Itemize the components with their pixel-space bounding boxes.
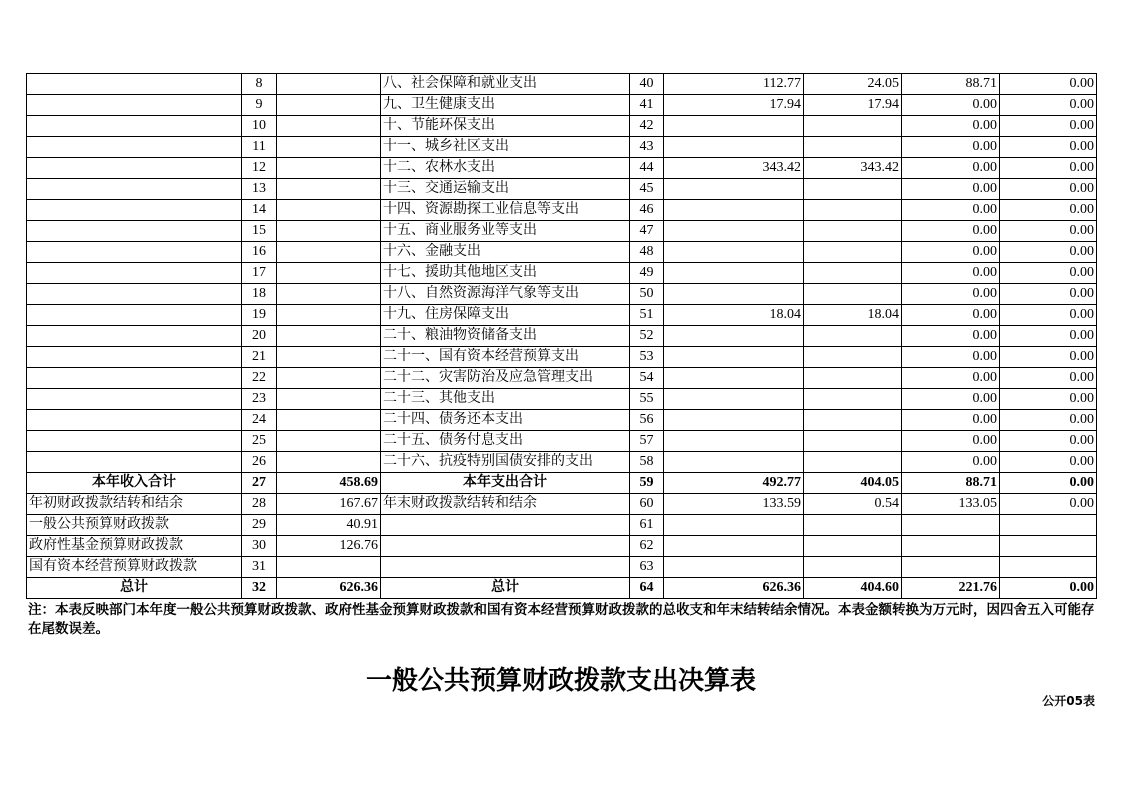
project-expense-cell: 0.00 <box>902 221 1000 242</box>
next-table-title: 一般公共预算财政拨款支出决算表 <box>365 666 756 696</box>
expense-total-cell <box>664 368 804 389</box>
basic-expense-cell <box>804 431 902 452</box>
expense-item-cell: 十七、援助其他地区支出 <box>381 263 630 284</box>
income-amount-cell: 40.91 <box>277 515 381 536</box>
expense-item-cell: 十九、住房保障支出 <box>381 305 630 326</box>
income-amount-cell <box>277 137 381 158</box>
project-expense-cell: 0.00 <box>902 431 1000 452</box>
expense-item-cell: 十六、金融支出 <box>381 242 630 263</box>
income-amount-cell <box>277 74 381 95</box>
income-item-cell <box>27 137 242 158</box>
income-line-number-cell: 11 <box>242 137 277 158</box>
project-expense-cell: 88.71 <box>902 74 1000 95</box>
table-row <box>27 473 1097 494</box>
expense-total-cell: 18.04 <box>664 305 804 326</box>
table-row <box>27 179 1097 200</box>
income-line-number-cell: 10 <box>242 116 277 137</box>
income-item-cell: 本年收入合计 <box>27 473 242 494</box>
income-amount-cell <box>277 116 381 137</box>
table-row <box>27 494 1097 515</box>
expense-total-cell <box>664 200 804 221</box>
table-row <box>27 326 1097 347</box>
expense-total-cell <box>664 284 804 305</box>
expense-item-cell: 十一、城乡社区支出 <box>381 137 630 158</box>
expense-total-cell: 17.94 <box>664 95 804 116</box>
basic-expense-cell <box>804 515 902 536</box>
expense-line-number-cell: 60 <box>630 494 664 515</box>
income-item-cell <box>27 179 242 200</box>
expense-total-cell <box>664 347 804 368</box>
project-expense-cell: 0.00 <box>902 200 1000 221</box>
basic-expense-cell <box>804 326 902 347</box>
basic-expense-cell <box>804 368 902 389</box>
expense-total-cell <box>664 452 804 473</box>
project-expense-cell: 0.00 <box>902 137 1000 158</box>
other-expense-cell: 0.00 <box>1000 74 1097 95</box>
income-line-number-cell: 24 <box>242 410 277 431</box>
income-item-cell <box>27 242 242 263</box>
income-amount-cell <box>277 326 381 347</box>
income-line-number-cell: 22 <box>242 368 277 389</box>
expense-line-number-cell: 46 <box>630 200 664 221</box>
other-expense-cell: 0.00 <box>1000 95 1097 116</box>
expense-line-number-cell: 62 <box>630 536 664 557</box>
expense-line-number-cell: 54 <box>630 368 664 389</box>
income-line-number-cell: 18 <box>242 284 277 305</box>
income-amount-cell <box>277 557 381 578</box>
income-line-number-cell: 27 <box>242 473 277 494</box>
expense-item-cell: 二十三、其他支出 <box>381 389 630 410</box>
expense-total-cell <box>664 557 804 578</box>
expense-line-number-cell: 41 <box>630 95 664 116</box>
other-expense-cell: 0.00 <box>1000 431 1097 452</box>
income-item-cell <box>27 158 242 179</box>
income-line-number-cell: 32 <box>242 578 277 599</box>
table-row <box>27 515 1097 536</box>
expense-line-number-cell: 64 <box>630 578 664 599</box>
expense-line-number-cell: 58 <box>630 452 664 473</box>
basic-expense-cell <box>804 221 902 242</box>
table-row <box>27 389 1097 410</box>
expense-item-cell: 二十一、国有资本经营预算支出 <box>381 347 630 368</box>
basic-expense-cell: 24.05 <box>804 74 902 95</box>
expense-total-cell: 133.59 <box>664 494 804 515</box>
basic-expense-cell: 343.42 <box>804 158 902 179</box>
income-amount-cell <box>277 200 381 221</box>
table-row <box>27 158 1097 179</box>
income-item-cell <box>27 326 242 347</box>
income-amount-cell <box>277 431 381 452</box>
expense-line-number-cell: 63 <box>630 557 664 578</box>
expense-total-cell <box>664 515 804 536</box>
income-line-number-cell: 30 <box>242 536 277 557</box>
other-expense-cell: 0.00 <box>1000 305 1097 326</box>
income-line-number-cell: 17 <box>242 263 277 284</box>
other-expense-cell: 0.00 <box>1000 200 1097 221</box>
income-item-cell: 政府性基金预算财政拨款 <box>27 536 242 557</box>
expense-line-number-cell: 59 <box>630 473 664 494</box>
basic-expense-cell <box>804 179 902 200</box>
income-amount-cell <box>277 221 381 242</box>
expense-item-cell: 二十二、灾害防治及应急管理支出 <box>381 368 630 389</box>
expense-item-cell: 总计 <box>381 578 630 599</box>
expense-line-number-cell: 45 <box>630 179 664 200</box>
other-expense-cell <box>1000 536 1097 557</box>
expense-total-cell <box>664 263 804 284</box>
expense-line-number-cell: 57 <box>630 431 664 452</box>
expense-total-cell <box>664 116 804 137</box>
income-item-cell: 一般公共预算财政拨款 <box>27 515 242 536</box>
basic-expense-cell <box>804 263 902 284</box>
income-line-number-cell: 20 <box>242 326 277 347</box>
table-row <box>27 263 1097 284</box>
basic-expense-cell <box>804 389 902 410</box>
project-expense-cell: 221.76 <box>902 578 1000 599</box>
other-expense-cell: 0.00 <box>1000 137 1097 158</box>
basic-expense-cell <box>804 200 902 221</box>
expense-item-cell: 二十五、债务付息支出 <box>381 431 630 452</box>
table-row <box>27 557 1097 578</box>
expense-line-number-cell: 52 <box>630 326 664 347</box>
project-expense-cell: 0.00 <box>902 326 1000 347</box>
table-row <box>27 242 1097 263</box>
table-row <box>27 116 1097 137</box>
income-line-number-cell: 16 <box>242 242 277 263</box>
income-amount-cell <box>277 95 381 116</box>
basic-expense-cell: 18.04 <box>804 305 902 326</box>
table-row <box>27 74 1097 95</box>
other-expense-cell: 0.00 <box>1000 347 1097 368</box>
other-expense-cell <box>1000 515 1097 536</box>
expense-total-cell <box>664 410 804 431</box>
other-expense-cell: 0.00 <box>1000 494 1097 515</box>
expense-line-number-cell: 56 <box>630 410 664 431</box>
expense-line-number-cell: 53 <box>630 347 664 368</box>
expense-total-cell: 112.77 <box>664 74 804 95</box>
income-item-cell <box>27 116 242 137</box>
expense-total-cell: 492.77 <box>664 473 804 494</box>
project-expense-cell: 0.00 <box>902 368 1000 389</box>
income-line-number-cell: 21 <box>242 347 277 368</box>
income-line-number-cell: 25 <box>242 431 277 452</box>
other-expense-cell: 0.00 <box>1000 368 1097 389</box>
income-line-number-cell: 8 <box>242 74 277 95</box>
expense-item-cell: 二十、粮油物资储备支出 <box>381 326 630 347</box>
table-row <box>27 452 1097 473</box>
project-expense-cell <box>902 515 1000 536</box>
income-item-cell <box>27 263 242 284</box>
income-amount-cell: 126.76 <box>277 536 381 557</box>
income-line-number-cell: 19 <box>242 305 277 326</box>
project-expense-cell: 0.00 <box>902 305 1000 326</box>
basic-expense-cell <box>804 284 902 305</box>
expense-item-cell <box>381 536 630 557</box>
income-item-cell: 国有资本经营预算财政拨款 <box>27 557 242 578</box>
basic-expense-cell <box>804 452 902 473</box>
income-amount-cell <box>277 263 381 284</box>
income-item-cell <box>27 452 242 473</box>
income-item-cell <box>27 74 242 95</box>
income-item-cell <box>27 347 242 368</box>
expense-line-number-cell: 48 <box>630 242 664 263</box>
other-expense-cell: 0.00 <box>1000 242 1097 263</box>
basic-expense-cell <box>804 116 902 137</box>
other-expense-cell: 0.00 <box>1000 578 1097 599</box>
basic-expense-cell <box>804 536 902 557</box>
expense-item-cell: 十八、自然资源海洋气象等支出 <box>381 284 630 305</box>
income-item-cell <box>27 95 242 116</box>
expense-line-number-cell: 42 <box>630 116 664 137</box>
income-amount-cell <box>277 179 381 200</box>
income-item-cell <box>27 200 242 221</box>
expense-item-cell: 本年支出合计 <box>381 473 630 494</box>
expense-total-cell <box>664 221 804 242</box>
project-expense-cell: 88.71 <box>902 473 1000 494</box>
income-item-cell <box>27 305 242 326</box>
income-item-cell: 年初财政拨款结转和结余 <box>27 494 242 515</box>
basic-expense-cell <box>804 347 902 368</box>
expense-item-cell: 十二、农林水支出 <box>381 158 630 179</box>
expense-line-number-cell: 61 <box>630 515 664 536</box>
table-row <box>27 431 1097 452</box>
table-row <box>27 578 1097 599</box>
other-expense-cell: 0.00 <box>1000 452 1097 473</box>
income-amount-cell <box>277 305 381 326</box>
project-expense-cell: 0.00 <box>902 116 1000 137</box>
expense-line-number-cell: 49 <box>630 263 664 284</box>
expense-line-number-cell: 51 <box>630 305 664 326</box>
income-line-number-cell: 29 <box>242 515 277 536</box>
project-expense-cell: 0.00 <box>902 242 1000 263</box>
income-amount-cell <box>277 284 381 305</box>
expense-item-cell: 十三、交通运输支出 <box>381 179 630 200</box>
other-expense-cell: 0.00 <box>1000 116 1097 137</box>
income-item-cell <box>27 431 242 452</box>
income-amount-cell <box>277 389 381 410</box>
table-row <box>27 410 1097 431</box>
project-expense-cell: 0.00 <box>902 95 1000 116</box>
income-line-number-cell: 9 <box>242 95 277 116</box>
expense-total-cell <box>664 326 804 347</box>
income-item-cell <box>27 389 242 410</box>
income-line-number-cell: 14 <box>242 200 277 221</box>
income-line-number-cell: 23 <box>242 389 277 410</box>
income-line-number-cell: 12 <box>242 158 277 179</box>
expense-item-cell: 十、节能环保支出 <box>381 116 630 137</box>
other-expense-cell: 0.00 <box>1000 263 1097 284</box>
expense-total-cell: 343.42 <box>664 158 804 179</box>
income-line-number-cell: 15 <box>242 221 277 242</box>
income-item-cell <box>27 221 242 242</box>
income-amount-cell <box>277 347 381 368</box>
expense-total-cell <box>664 137 804 158</box>
table-row <box>27 347 1097 368</box>
expense-line-number-cell: 47 <box>630 221 664 242</box>
expense-item-cell: 二十六、抗疫特别国债安排的支出 <box>381 452 630 473</box>
other-expense-cell: 0.00 <box>1000 473 1097 494</box>
other-expense-cell: 0.00 <box>1000 221 1097 242</box>
expense-total-cell <box>664 536 804 557</box>
other-expense-cell: 0.00 <box>1000 410 1097 431</box>
other-expense-cell: 0.00 <box>1000 284 1097 305</box>
income-item-cell: 总计 <box>27 578 242 599</box>
table-row <box>27 305 1097 326</box>
income-line-number-cell: 31 <box>242 557 277 578</box>
other-expense-cell: 0.00 <box>1000 326 1097 347</box>
expense-item-cell: 十五、商业服务业等支出 <box>381 221 630 242</box>
project-expense-cell: 0.00 <box>902 347 1000 368</box>
expense-item-cell: 八、社会保障和就业支出 <box>381 74 630 95</box>
income-amount-cell <box>277 368 381 389</box>
income-line-number-cell: 13 <box>242 179 277 200</box>
income-item-cell <box>27 368 242 389</box>
project-expense-cell: 0.00 <box>902 410 1000 431</box>
income-amount-cell <box>277 158 381 179</box>
project-expense-cell <box>902 557 1000 578</box>
basic-expense-cell <box>804 410 902 431</box>
table-row <box>27 200 1097 221</box>
table-row <box>27 368 1097 389</box>
expense-line-number-cell: 44 <box>630 158 664 179</box>
basic-expense-cell <box>804 242 902 263</box>
expense-line-number-cell: 55 <box>630 389 664 410</box>
project-expense-cell: 0.00 <box>902 389 1000 410</box>
table-row <box>27 536 1097 557</box>
income-line-number-cell: 28 <box>242 494 277 515</box>
income-amount-cell <box>277 452 381 473</box>
income-amount-cell: 167.67 <box>277 494 381 515</box>
project-expense-cell: 0.00 <box>902 263 1000 284</box>
table-note: 注：本表反映部门本年度一般公共预算财政拨款、政府性基金预算财政拨款和国有资本经营预算财政拨款的总收支和年末结转结余情况。本表金额转换为万元时，因四舍五入可能存在尾数误差。 <box>28 602 1095 637</box>
expense-total-cell <box>664 389 804 410</box>
income-item-cell <box>27 410 242 431</box>
project-expense-cell: 0.00 <box>902 284 1000 305</box>
expense-item-cell: 十四、资源勘探工业信息等支出 <box>381 200 630 221</box>
other-expense-cell <box>1000 557 1097 578</box>
expense-item-cell: 九、卫生健康支出 <box>381 95 630 116</box>
project-expense-cell: 0.00 <box>902 158 1000 179</box>
expense-total-cell <box>664 242 804 263</box>
income-amount-cell: 458.69 <box>277 473 381 494</box>
project-expense-cell: 0.00 <box>902 452 1000 473</box>
basic-expense-cell: 0.54 <box>804 494 902 515</box>
table-row <box>27 221 1097 242</box>
income-line-number-cell: 26 <box>242 452 277 473</box>
income-amount-cell: 626.36 <box>277 578 381 599</box>
basic-expense-cell: 404.05 <box>804 473 902 494</box>
expense-item-cell: 年末财政拨款结转和结余 <box>381 494 630 515</box>
fiscal-appropriation-table <box>26 73 1097 599</box>
project-expense-cell: 0.00 <box>902 179 1000 200</box>
expense-total-cell <box>664 179 804 200</box>
table-row <box>27 284 1097 305</box>
income-item-cell <box>27 284 242 305</box>
table-body <box>27 74 1097 599</box>
form-code: 公开05表 <box>1042 694 1095 708</box>
income-amount-cell <box>277 242 381 263</box>
basic-expense-cell <box>804 137 902 158</box>
basic-expense-cell: 404.60 <box>804 578 902 599</box>
table-row <box>27 95 1097 116</box>
other-expense-cell: 0.00 <box>1000 158 1097 179</box>
basic-expense-cell: 17.94 <box>804 95 902 116</box>
expense-item-cell: 二十四、债务还本支出 <box>381 410 630 431</box>
project-expense-cell: 133.05 <box>902 494 1000 515</box>
basic-expense-cell <box>804 557 902 578</box>
expense-total-cell <box>664 431 804 452</box>
expense-total-cell: 626.36 <box>664 578 804 599</box>
other-expense-cell: 0.00 <box>1000 389 1097 410</box>
expense-item-cell <box>381 515 630 536</box>
table-row <box>27 137 1097 158</box>
other-expense-cell: 0.00 <box>1000 179 1097 200</box>
expense-line-number-cell: 50 <box>630 284 664 305</box>
expense-item-cell <box>381 557 630 578</box>
project-expense-cell <box>902 536 1000 557</box>
income-amount-cell <box>277 410 381 431</box>
expense-line-number-cell: 40 <box>630 74 664 95</box>
expense-line-number-cell: 43 <box>630 137 664 158</box>
